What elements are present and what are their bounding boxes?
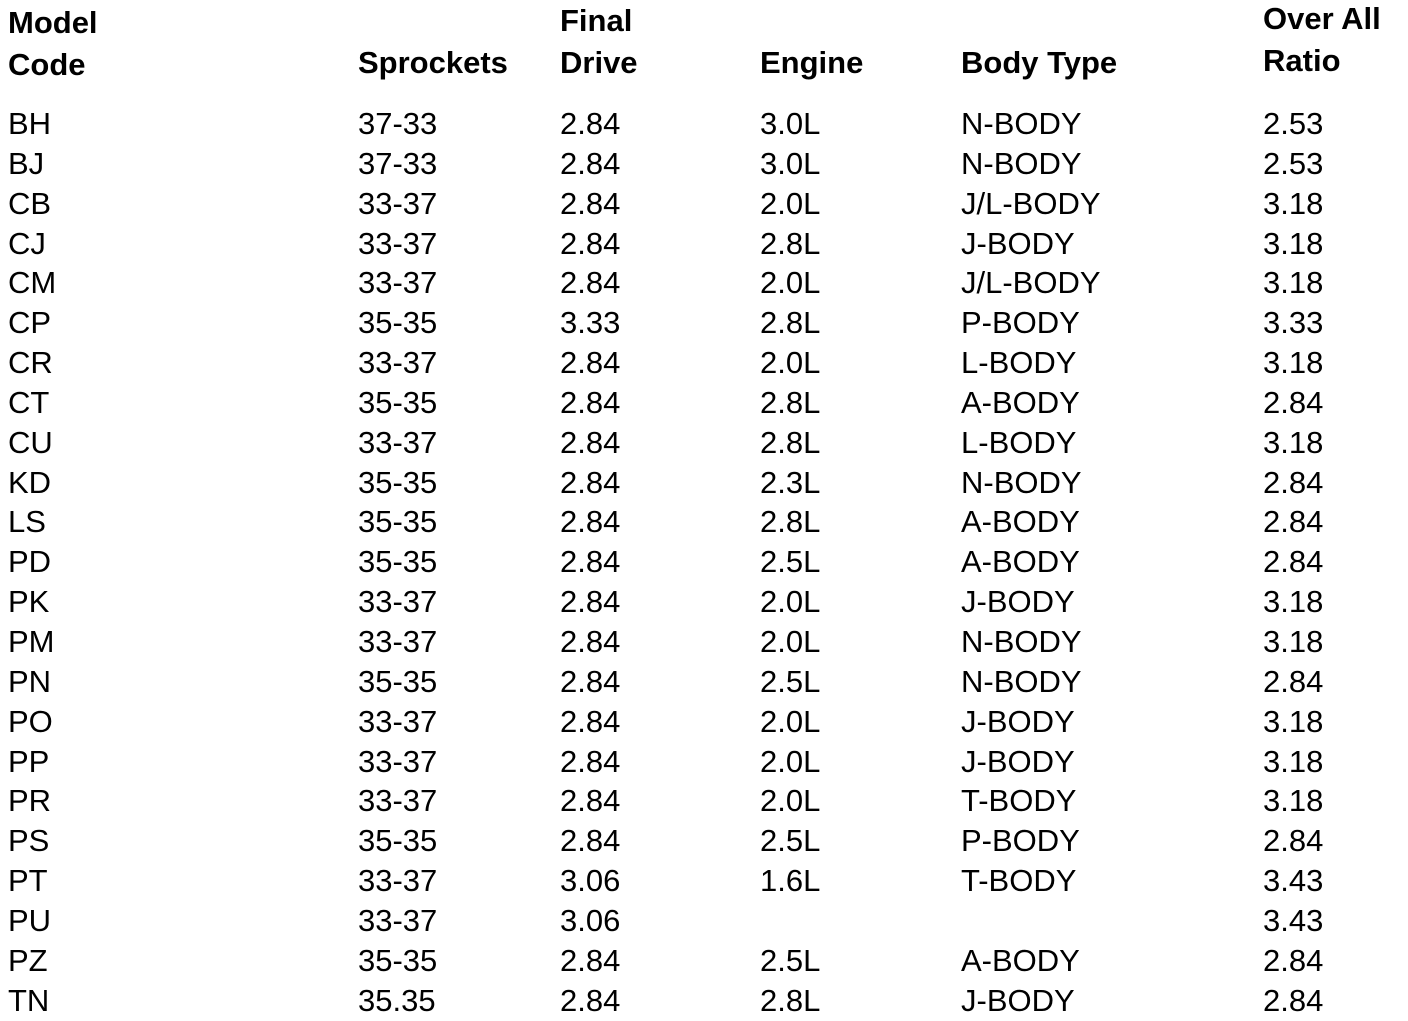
final-drive-cell: 2.84 [560,145,621,181]
engine-cell: 3.0L [760,106,821,141]
table-row [0,941,1408,981]
sprockets-cell: 33-37 [358,703,438,739]
table-body [0,104,1408,1020]
sprockets-cell: 33-37 [358,902,438,938]
body-type-cell: J-BODY [961,982,1075,1018]
final-drive-cell: 2.84 [560,544,621,580]
final-drive-cell: 2.84 [560,185,621,221]
model-code-cell: PP [8,743,50,779]
engine-cell: 2.5L [760,942,821,978]
header-sprockets [358,0,508,84]
table-row [0,343,1408,383]
overall-ratio-cell: 2.53 [1263,145,1324,181]
model-code-cell: PN [8,663,52,699]
engine-cell: 2.0L [760,185,821,221]
model-code-cell: BJ [8,145,45,181]
final-drive-cell: 2.84 [560,225,621,261]
body-type-cell: P-BODY [961,305,1080,341]
header-line: Code [8,47,86,82]
body-type-cell: N-BODY [961,663,1082,699]
overall-ratio-cell: 2.84 [1263,384,1324,420]
sprockets-cell: 33-37 [358,225,438,261]
engine-cell: 2.0L [760,743,821,779]
header-final-drive [560,0,638,84]
body-type-cell: L-BODY [961,345,1077,381]
table-row [0,224,1408,264]
overall-ratio-cell: 3.33 [1263,305,1324,341]
model-code-cell: CU [8,424,53,460]
table-row [0,861,1408,901]
final-drive-cell: 3.33 [560,305,621,341]
table-row [0,781,1408,821]
model-code-cell: PM [8,623,55,659]
engine-cell: 2.3L [760,464,821,500]
sprockets-cell: 35-35 [358,942,438,978]
overall-ratio-cell: 3.18 [1263,185,1324,221]
table-row [0,303,1408,343]
final-drive-cell: 2.84 [560,106,621,141]
engine-cell: 2.0L [760,783,821,819]
table-row [0,702,1408,742]
final-drive-cell: 2.84 [560,982,621,1018]
header-line [961,0,1117,42]
overall-ratio-cell: 3.18 [1263,584,1324,620]
overall-ratio-cell: 2.84 [1263,823,1324,859]
body-type-cell: T-BODY [961,863,1077,899]
final-drive-cell: 2.84 [560,783,621,819]
body-type-cell: A-BODY [961,504,1080,540]
overall-ratio-cell: 3.18 [1263,225,1324,261]
overall-ratio-cell: 2.84 [1263,942,1324,978]
sprockets-cell: 33-37 [358,265,438,301]
engine-cell: 1.6L [760,863,821,899]
table-row [0,104,1408,144]
sprockets-cell: 33-37 [358,185,438,221]
sprockets-cell: 35-35 [358,305,438,341]
model-code-cell: PT [8,863,48,899]
header-line: Sprockets [358,45,508,80]
model-code-cell: KD [8,464,52,500]
header-line: Model [8,5,98,40]
table-row [0,184,1408,224]
model-code-cell: CT [8,384,50,420]
sprockets-cell: 35.35 [358,982,436,1018]
model-code-cell: PS [8,823,50,859]
engine-cell: 2.0L [760,584,821,620]
header-model-code [8,2,98,86]
model-code-cell: CB [8,185,52,221]
overall-ratio-cell: 3.18 [1263,623,1324,659]
model-code-cell: PU [8,902,52,938]
header-line: Final [560,3,633,38]
engine-cell: 3.0L [760,145,821,181]
table-row [0,821,1408,861]
final-drive-cell: 2.84 [560,703,621,739]
final-drive-cell: 2.84 [560,823,621,859]
sprockets-cell: 33-37 [358,863,438,899]
final-drive-cell: 2.84 [560,424,621,460]
engine-cell: 2.8L [760,384,821,420]
model-code-cell: CJ [8,225,46,261]
body-type-cell: J/L-BODY [961,265,1101,301]
overall-ratio-cell: 3.43 [1263,863,1324,899]
sprockets-cell: 33-37 [358,584,438,620]
engine-cell: 2.8L [760,305,821,341]
body-type-cell: J-BODY [961,584,1075,620]
overall-ratio-cell: 2.53 [1263,106,1324,141]
engine-cell: 2.8L [760,982,821,1018]
sprockets-cell: 33-37 [358,424,438,460]
header-line: Engine [760,45,864,80]
final-drive-cell: 2.84 [560,384,621,420]
final-drive-cell: 2.84 [560,504,621,540]
body-type-cell: L-BODY [961,424,1077,460]
body-type-cell: J/L-BODY [961,185,1101,221]
header-line: Drive [560,45,638,80]
sprockets-cell: 33-37 [358,345,438,381]
table-row [0,901,1408,941]
final-drive-cell: 2.84 [560,464,621,500]
final-drive-cell: 2.84 [560,265,621,301]
body-type-cell: N-BODY [961,464,1082,500]
body-type-cell: A-BODY [961,544,1080,580]
body-type-cell: N-BODY [961,623,1082,659]
model-code-cell: PK [8,584,50,620]
model-code-cell: BH [8,106,52,141]
model-code-cell: TN [8,982,50,1018]
overall-ratio-cell: 2.84 [1263,663,1324,699]
final-drive-cell: 2.84 [560,942,621,978]
sprockets-cell: 37-33 [358,106,438,141]
body-type-cell: P-BODY [961,823,1080,859]
engine-cell: 2.5L [760,663,821,699]
final-drive-cell: 2.84 [560,345,621,381]
header-line: Body Type [961,45,1118,80]
overall-ratio-cell: 2.84 [1263,982,1324,1018]
header-overall-ratio [1263,0,1381,82]
table-row [0,383,1408,423]
sprockets-cell: 33-37 [358,623,438,659]
overall-ratio-cell: 3.18 [1263,743,1324,779]
model-code-cell: PZ [8,942,48,978]
overall-ratio-cell: 3.18 [1263,345,1324,381]
header-line: Ratio [1263,43,1341,78]
engine-cell: 2.0L [760,623,821,659]
final-drive-cell: 2.84 [560,743,621,779]
body-type-cell: A-BODY [961,384,1080,420]
engine-cell: 2.0L [760,345,821,381]
header-body-type [961,0,1117,84]
model-code-cell: LS [8,504,46,540]
header-line [760,0,863,42]
table-row [0,263,1408,303]
final-drive-cell: 2.84 [560,623,621,659]
body-type-cell: N-BODY [961,145,1082,181]
model-code-cell: PD [8,544,52,580]
sprockets-cell: 35-35 [358,464,438,500]
engine-cell: 2.8L [760,504,821,540]
table-row [0,423,1408,463]
body-type-cell: A-BODY [961,942,1080,978]
final-drive-cell: 2.84 [560,584,621,620]
table-header [0,0,1408,100]
header-line [358,0,508,42]
model-code-cell: CP [8,305,52,341]
body-type-cell: T-BODY [961,783,1077,819]
table-row [0,463,1408,503]
table-row [0,981,1408,1021]
sprockets-cell: 35-35 [358,544,438,580]
overall-ratio-cell: 3.43 [1263,902,1324,938]
sprockets-cell: 35-35 [358,384,438,420]
table-row [0,542,1408,582]
final-drive-cell: 3.06 [560,863,621,899]
sprockets-cell: 37-33 [358,145,438,181]
sprockets-cell: 33-37 [358,743,438,779]
engine-cell: 2.5L [760,544,821,580]
sprockets-cell: 35-35 [358,504,438,540]
table-row [0,662,1408,702]
body-type-cell: N-BODY [961,106,1082,141]
overall-ratio-cell: 3.18 [1263,783,1324,819]
header-line: Over All [1263,1,1381,36]
table-row [0,502,1408,542]
sprockets-cell: 35-35 [358,663,438,699]
table-row [0,582,1408,622]
model-code-cell: CR [8,345,53,381]
table-row [0,622,1408,662]
model-code-cell: CM [8,265,57,301]
table-row [0,742,1408,782]
sprockets-cell: 35-35 [358,823,438,859]
overall-ratio-cell: 3.18 [1263,424,1324,460]
header-engine [760,0,863,84]
overall-ratio-cell: 2.84 [1263,544,1324,580]
engine-cell: 2.5L [760,823,821,859]
final-drive-cell: 3.06 [560,902,621,938]
body-type-cell: J-BODY [961,703,1075,739]
overall-ratio-cell: 3.18 [1263,265,1324,301]
model-code-cell: PO [8,703,53,739]
engine-cell: 2.0L [760,703,821,739]
overall-ratio-cell: 2.84 [1263,464,1324,500]
table-row [0,144,1408,184]
body-type-cell: J-BODY [961,743,1075,779]
engine-cell: 2.8L [760,225,821,261]
model-code-cell: PR [8,783,52,819]
sprockets-cell: 33-37 [358,783,438,819]
final-drive-cell: 2.84 [560,663,621,699]
overall-ratio-cell: 3.18 [1263,703,1324,739]
body-type-cell: J-BODY [961,225,1075,261]
engine-cell: 2.0L [760,265,821,301]
engine-cell: 2.8L [760,424,821,460]
overall-ratio-cell: 2.84 [1263,504,1324,540]
